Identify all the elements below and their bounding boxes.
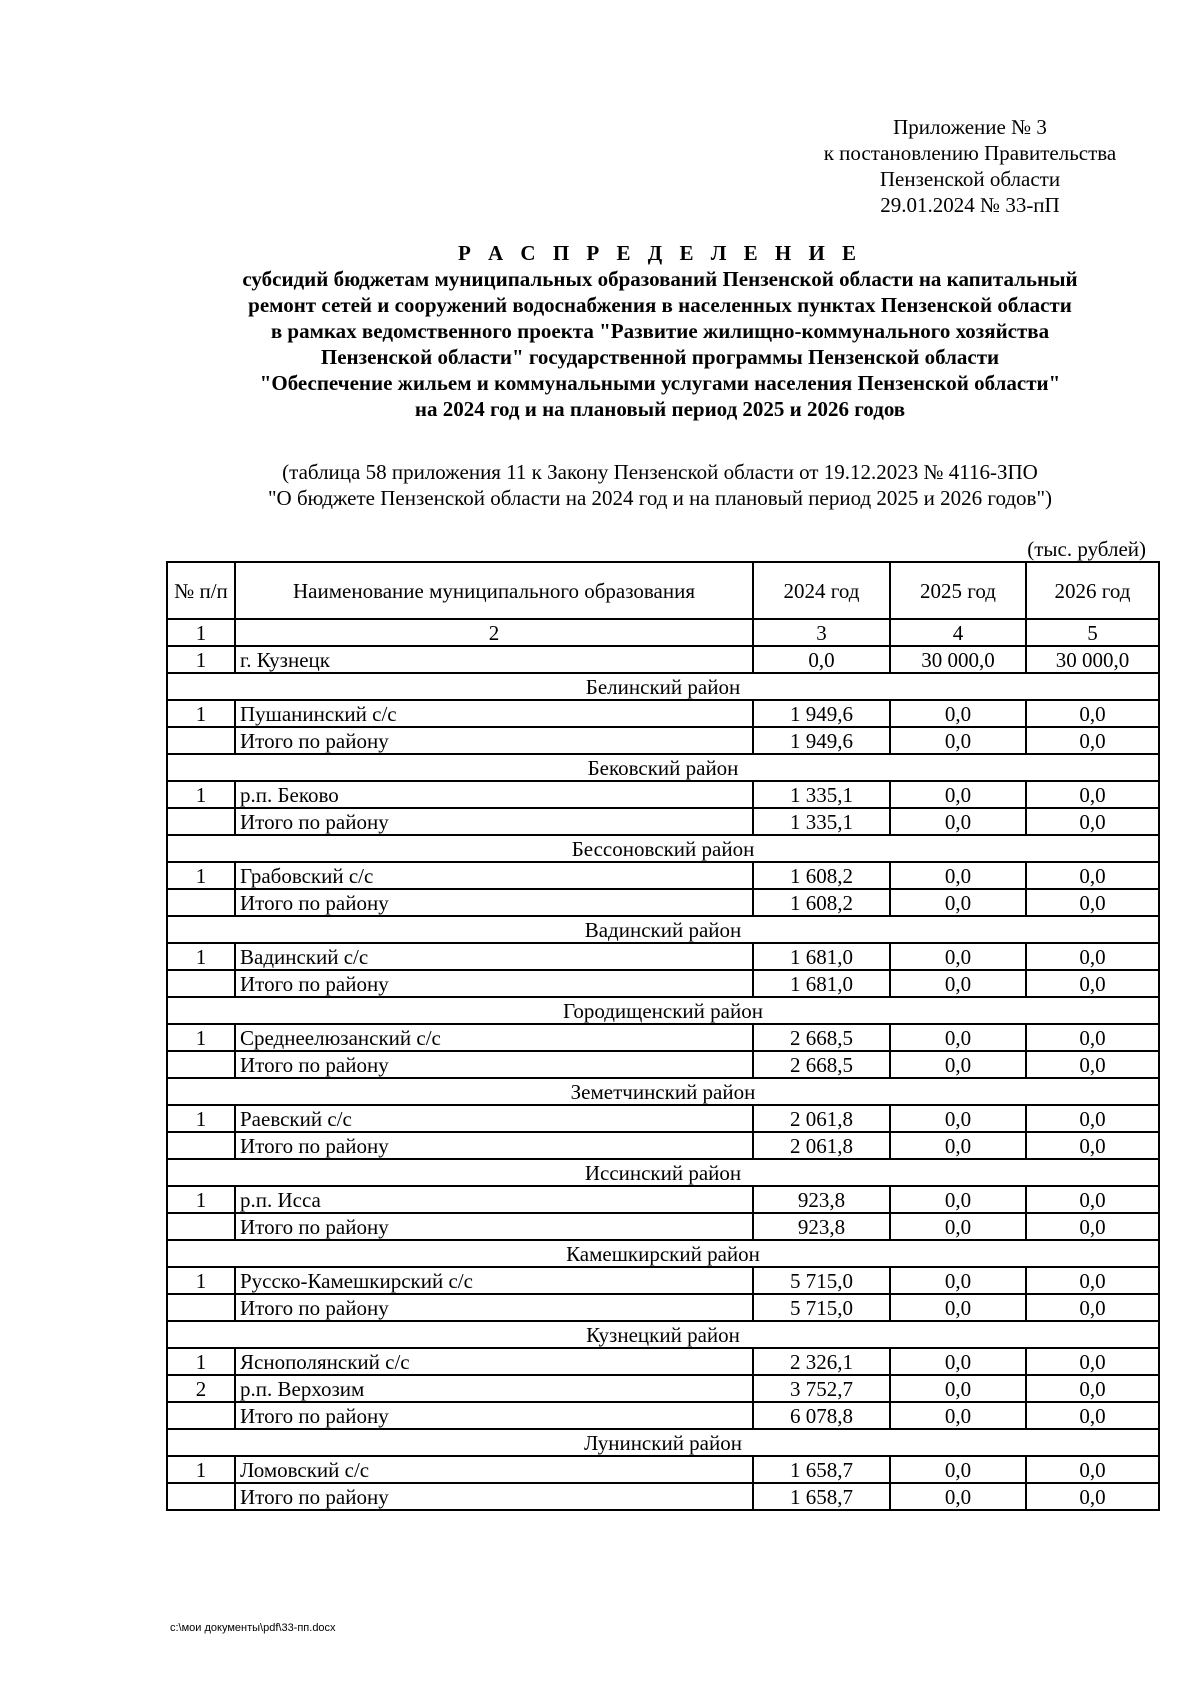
column-number: 3 [753,619,890,646]
value-2025: 0,0 [890,1402,1026,1429]
column-number-row [167,619,1159,646]
table-row [167,943,1159,970]
column-number: 5 [1026,619,1159,646]
value-2026: 0,0 [1026,1402,1159,1429]
municipality-name: Итого по району [235,1132,753,1159]
district-name: Кузнецкий район [167,1321,1159,1348]
value-2026: 0,0 [1026,1294,1159,1321]
value-2025: 0,0 [890,1348,1026,1375]
title-heading: Р А С П Р Е Д Е Л Е Н И Е [457,241,863,265]
district-header-row [167,1159,1159,1186]
table-row [167,1024,1159,1051]
value-2025: 0,0 [890,1105,1026,1132]
municipality-name: Вадинский с/с [235,943,753,970]
row-number [167,1402,235,1429]
title-line: на 2024 год и на плановый период 2025 и 2026 годов [414,397,906,421]
value-2024: 5 715,0 [753,1267,890,1294]
table-row [167,1267,1159,1294]
district-header-row [167,1429,1159,1456]
municipality-name: р.п. Верхозим [235,1375,753,1402]
municipality-name: р.п. Беково [235,781,753,808]
value-2026: 0,0 [1026,1375,1159,1402]
row-number [167,1051,235,1078]
header-num: № п/п [167,562,235,619]
municipality-name: г. Кузнецк [235,646,753,673]
municipality-name: Итого по району [235,1294,753,1321]
district-header-row [167,997,1159,1024]
value-2024: 1 335,1 [753,808,890,835]
row-number: 1 [167,1186,235,1213]
table-row [167,1483,1159,1510]
value-2024: 3 752,7 [753,1375,890,1402]
value-2026: 0,0 [1026,808,1159,835]
municipality-name: Итого по району [235,1483,753,1510]
header-name: Наименование муниципального образования [235,562,753,619]
value-2025: 30 000,0 [890,646,1026,673]
value-2024: 1 608,2 [753,862,890,889]
municipality-name: Итого по району [235,970,753,997]
value-2024: 2 668,5 [753,1024,890,1051]
file-path-footer: c:\мои документы\pdf\33-пп.docx [170,1622,336,1634]
municipality-name: Итого по району [235,889,753,916]
district-name: Бессоновский район [167,835,1159,862]
row-number: 1 [167,646,235,673]
district-name: Вадинский район [167,916,1159,943]
value-2026: 0,0 [1026,1267,1159,1294]
header-2025: 2025 год [890,562,1026,619]
value-2025: 0,0 [890,1051,1026,1078]
row-number [167,808,235,835]
value-2026: 0,0 [1026,889,1159,916]
document-title [120,240,1200,422]
table-row [167,1186,1159,1213]
table-row [167,970,1159,997]
municipality-name: Грабовский с/с [235,862,753,889]
header-2024: 2024 год [753,562,890,619]
law-reference-line: (таблица 58 приложения 11 к Закону Пензенской области от 19.12.2023 № 4116-ЗПО [282,460,1038,484]
value-2024: 1 681,0 [753,943,890,970]
row-number: 1 [167,1348,235,1375]
district-name: Иссинский район [167,1159,1159,1186]
value-2024: 1 658,7 [753,1456,890,1483]
value-2025: 0,0 [890,808,1026,835]
row-number: 1 [167,1024,235,1051]
table-row [167,646,1159,673]
value-2025: 0,0 [890,943,1026,970]
value-2024: 2 326,1 [753,1348,890,1375]
row-number [167,889,235,916]
district-name: Лунинский район [167,1429,1159,1456]
value-2026: 0,0 [1026,1186,1159,1213]
value-2026: 0,0 [1026,781,1159,808]
value-2025: 0,0 [890,1213,1026,1240]
table-row [167,889,1159,916]
district-name: Городищенский район [167,997,1159,1024]
municipality-name: Ломовский с/с [235,1456,753,1483]
table-row [167,700,1159,727]
value-2025: 0,0 [890,1375,1026,1402]
district-header-row [167,916,1159,943]
value-2024: 0,0 [753,646,890,673]
law-reference [120,459,1200,511]
table-row [167,808,1159,835]
value-2025: 0,0 [890,781,1026,808]
table-row [167,1051,1159,1078]
municipality-name: Итого по району [235,808,753,835]
value-2025: 0,0 [890,1294,1026,1321]
value-2025: 0,0 [890,727,1026,754]
row-number [167,1294,235,1321]
municipality-name: Итого по району [235,1051,753,1078]
value-2026: 0,0 [1026,1483,1159,1510]
value-2026: 0,0 [1026,1132,1159,1159]
table-row [167,1132,1159,1159]
row-number [167,970,235,997]
municipality-name: Русско-Камешкирский с/с [235,1267,753,1294]
municipality-name: Среднеелюзанский с/с [235,1024,753,1051]
appendix-line: к постановлению Правительства [823,141,1117,165]
table-row [167,1348,1159,1375]
table-row [167,1402,1159,1429]
district-name: Камешкирский район [167,1240,1159,1267]
municipality-name: Яснополянский с/с [235,1348,753,1375]
appendix-block [770,114,1170,218]
value-2024: 923,8 [753,1186,890,1213]
value-2026: 0,0 [1026,1105,1159,1132]
law-reference-line: "О бюджете Пензенской области на 2024 год и на плановый период 2025 и 2026 годов") [267,486,1053,510]
value-2026: 30 000,0 [1026,646,1159,673]
table-row [167,1456,1159,1483]
district-header-row [167,1321,1159,1348]
units-label: (тыс. рублей) [1027,537,1146,561]
district-name: Земетчинский район [167,1078,1159,1105]
district-header-row [167,835,1159,862]
value-2026: 0,0 [1026,1024,1159,1051]
row-number: 1 [167,943,235,970]
municipality-name: Пушанинский с/с [235,700,753,727]
value-2024: 2 061,8 [753,1132,890,1159]
municipality-name: р.п. Исса [235,1186,753,1213]
value-2026: 0,0 [1026,970,1159,997]
value-2024: 1 608,2 [753,889,890,916]
row-number [167,727,235,754]
value-2024: 5 715,0 [753,1294,890,1321]
title-line: ремонт сетей и сооружений водоснабжения в населенных пунктах Пензенской области [248,293,1072,317]
value-2024: 923,8 [753,1213,890,1240]
value-2026: 0,0 [1026,943,1159,970]
row-number: 1 [167,700,235,727]
row-number: 1 [167,781,235,808]
row-number: 1 [167,1267,235,1294]
value-2024: 1 949,6 [753,700,890,727]
table-row [167,1375,1159,1402]
row-number [167,1132,235,1159]
value-2026: 0,0 [1026,862,1159,889]
value-2024: 6 078,8 [753,1402,890,1429]
district-header-row [167,673,1159,700]
table-body [167,646,1159,1510]
municipality-name: Итого по району [235,727,753,754]
table-row [167,781,1159,808]
table-row [167,1213,1159,1240]
row-number [167,1483,235,1510]
appendix-line: Пензенской области [879,167,1061,191]
value-2026: 0,0 [1026,1213,1159,1240]
district-name: Бековский район [167,754,1159,781]
value-2026: 0,0 [1026,1456,1159,1483]
value-2025: 0,0 [890,1024,1026,1051]
value-2026: 0,0 [1026,1348,1159,1375]
table-row [167,727,1159,754]
table-header-row [167,562,1159,619]
table-row [167,1294,1159,1321]
value-2025: 0,0 [890,700,1026,727]
value-2024: 2 668,5 [753,1051,890,1078]
value-2025: 0,0 [890,1267,1026,1294]
value-2026: 0,0 [1026,727,1159,754]
value-2025: 0,0 [890,862,1026,889]
column-number: 1 [167,619,235,646]
value-2025: 0,0 [890,889,1026,916]
value-2024: 1 335,1 [753,781,890,808]
column-number: 2 [235,619,753,646]
title-line: "Обеспечение жильем и коммунальными услугами населения Пензенской области" [259,371,1061,395]
title-line: Пензенской области" государственной программы Пензенской области [320,345,1000,369]
row-number: 1 [167,1105,235,1132]
column-number: 4 [890,619,1026,646]
row-number: 1 [167,862,235,889]
municipality-name: Итого по району [235,1402,753,1429]
title-line: в рамках ведомственного проекта "Развитие жилищно-коммунального хозяйства [270,319,1050,343]
value-2024: 1 681,0 [753,970,890,997]
district-header-row [167,754,1159,781]
distribution-table [166,561,1160,1511]
municipality-name: Итого по району [235,1213,753,1240]
table-row [167,862,1159,889]
value-2026: 0,0 [1026,700,1159,727]
value-2024: 2 061,8 [753,1105,890,1132]
value-2025: 0,0 [890,1132,1026,1159]
table-row [167,1105,1159,1132]
value-2026: 0,0 [1026,1051,1159,1078]
value-2025: 0,0 [890,1483,1026,1510]
value-2025: 0,0 [890,1456,1026,1483]
value-2025: 0,0 [890,1186,1026,1213]
row-number: 2 [167,1375,235,1402]
value-2024: 1 949,6 [753,727,890,754]
municipality-name: Раевский с/с [235,1105,753,1132]
header-2026: 2026 год [1026,562,1159,619]
row-number: 1 [167,1456,235,1483]
appendix-line: Приложение № 3 [893,115,1047,139]
appendix-line: 29.01.2024 № 33-пП [880,193,1060,217]
district-name: Белинский район [167,673,1159,700]
district-header-row [167,1240,1159,1267]
row-number [167,1213,235,1240]
title-line: субсидий бюджетам муниципальных образований Пензенской области на капитальный [242,267,1078,291]
value-2024: 1 658,7 [753,1483,890,1510]
value-2025: 0,0 [890,970,1026,997]
district-header-row [167,1078,1159,1105]
